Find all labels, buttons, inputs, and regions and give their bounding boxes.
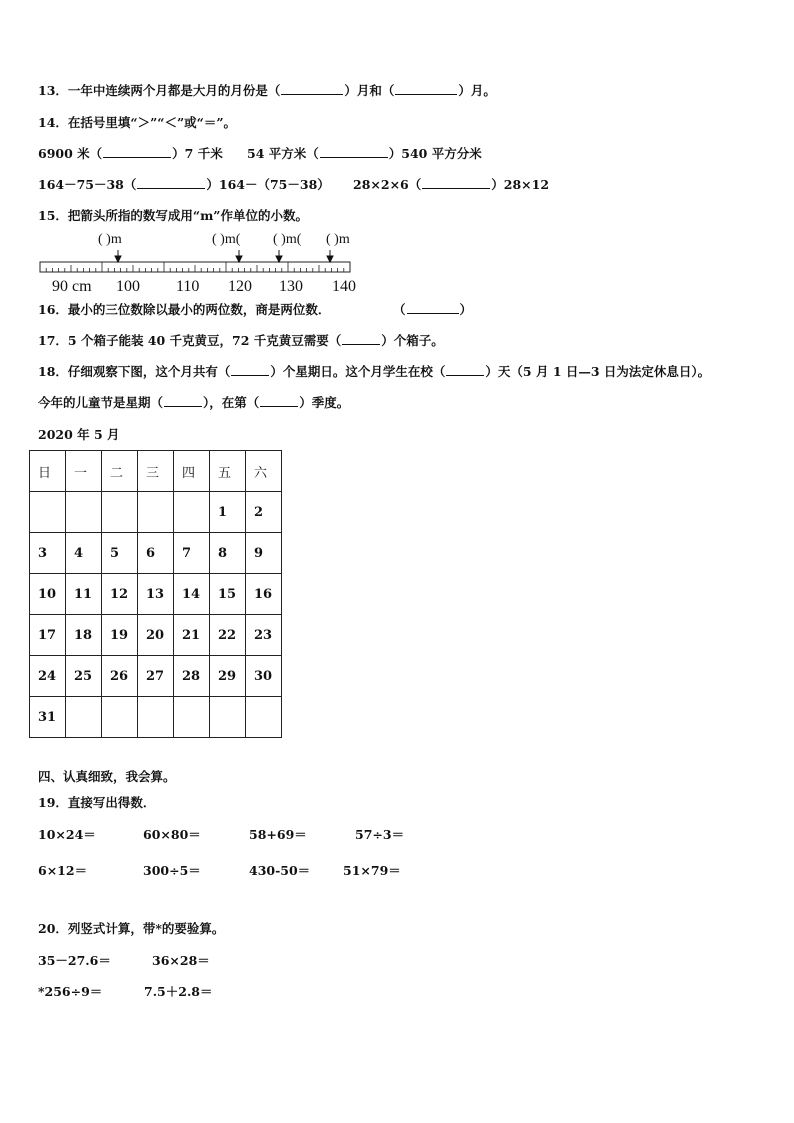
ruler-blank-3[interactable]: ( )m( xyxy=(273,232,302,247)
q16-paren-close: ） xyxy=(459,302,473,317)
q18-blank-school-days[interactable] xyxy=(446,364,484,376)
calendar-day-cell: 25 xyxy=(66,656,102,697)
calendar-day-cell xyxy=(102,697,138,738)
q16-text: 16．最小的三位数除以最小的两位数，商是两位数． xyxy=(38,302,331,317)
q13-text-b: ）月和（ xyxy=(344,83,395,98)
ruler-tick-label-90: 90 cm xyxy=(52,278,92,295)
arrow-down-icon xyxy=(327,256,333,262)
calendar-header-row xyxy=(30,451,282,492)
question-20-title: 20．列竖式计算，带*的要验算。 xyxy=(38,921,225,936)
calendar-day-cell: 16 xyxy=(246,574,282,615)
q14-r1-b2: ）540 平方分米 xyxy=(388,146,482,161)
q14-r1-a1: 6900 米（ xyxy=(38,146,103,161)
calendar-day-cell: 26 xyxy=(102,656,138,697)
calendar-week-row xyxy=(30,697,282,738)
calendar-day-cell: 11 xyxy=(66,574,102,615)
q14-r1-blank-b[interactable] xyxy=(320,146,388,158)
question-15-title: 15．把箭头所指的数写成用“m”作单位的小数。 xyxy=(38,208,309,223)
calendar-day-cell: 9 xyxy=(246,533,282,574)
calendar-day-cell xyxy=(246,697,282,738)
q18-l2-b: ），在第（ xyxy=(203,395,260,410)
calendar-day-cell: 21 xyxy=(174,615,210,656)
ruler-tick-label-120: 120 xyxy=(228,278,252,295)
question-18-line-2 xyxy=(38,395,349,411)
q18-l2-a: 今年的儿童节是星期（ xyxy=(38,395,164,410)
question-19-title: 19．直接写出得数． xyxy=(38,795,156,810)
q19-item: 60×80＝ xyxy=(143,827,201,842)
calendar-day-cell: 31 xyxy=(30,697,66,738)
q18-blank-weekday[interactable] xyxy=(164,395,202,407)
calendar-day-cell: 24 xyxy=(30,656,66,697)
ruler-blank-1[interactable]: ( )m xyxy=(98,232,122,247)
calendar-day-cell: 13 xyxy=(138,574,174,615)
calendar-table xyxy=(29,450,282,738)
arrow-down-icon xyxy=(276,256,282,262)
arrow-down-icon xyxy=(236,256,242,262)
q19-item: 430-50＝ xyxy=(249,863,311,878)
calendar-header-cell: 六 xyxy=(246,451,282,492)
q14-r1-blank-a[interactable] xyxy=(103,146,171,158)
q16-paren-open: （ xyxy=(393,302,406,317)
calendar-header-cell: 一 xyxy=(66,451,102,492)
question-16 xyxy=(38,302,498,318)
q18-l1-a: 18．仔细观察下图，这个月共有（ xyxy=(38,364,231,379)
q20-item: 7.5＋2.8＝ xyxy=(144,984,213,999)
calendar-day-cell: 15 xyxy=(210,574,246,615)
calendar-week-row xyxy=(30,492,282,533)
ruler-tick-label-110: 110 xyxy=(176,278,200,295)
q20-item: 35－27.6＝ xyxy=(38,953,111,968)
q19-item: 51×79＝ xyxy=(343,863,401,878)
q14-r1-b1: 54 平方米（ xyxy=(247,146,319,161)
q14-r1-a2: ）7 千米 xyxy=(172,146,223,161)
ruler-tick-label-130: 130 xyxy=(279,278,303,295)
calendar-day-cell xyxy=(138,492,174,533)
ruler-tick-label-100: 100 xyxy=(116,278,140,295)
q20-item: 36×28＝ xyxy=(152,953,210,968)
question-14-title: 14．在括号里填“＞”“＜”或“＝”。 xyxy=(38,115,237,130)
calendar-header-cell: 三 xyxy=(138,451,174,492)
section-4-title: 四、认真细致，我会算。 xyxy=(38,769,176,784)
calendar-day-cell: 12 xyxy=(102,574,138,615)
q18-blank-quarter[interactable] xyxy=(260,395,298,407)
calendar-day-cell: 29 xyxy=(210,656,246,697)
q17-text-a: 17．5 个箱子能装 40 千克黄豆，72 千克黄豆需要（ xyxy=(38,333,342,348)
arrow-down-icon xyxy=(115,256,121,262)
q18-l1-b: ）个星期日。这个月学生在校（ xyxy=(270,364,446,379)
calendar-day-cell: 7 xyxy=(174,533,210,574)
q19-item: 6×12＝ xyxy=(38,863,88,878)
q19-item: 58+69＝ xyxy=(249,827,307,842)
q14-r2-blank-b[interactable] xyxy=(422,177,490,189)
calendar-day-cell: 5 xyxy=(102,533,138,574)
q14-r2-b1: 28×2×6（ xyxy=(353,177,422,192)
calendar-day-cell: 14 xyxy=(174,574,210,615)
q14-r2-a2: ）164－（75－38） xyxy=(206,177,330,192)
q13-blank-1[interactable] xyxy=(281,83,343,95)
calendar-day-cell: 17 xyxy=(30,615,66,656)
ruler-tick-label-140: 140 xyxy=(332,278,356,295)
calendar-day-cell: 28 xyxy=(174,656,210,697)
calendar-day-cell xyxy=(66,492,102,533)
calendar-day-cell xyxy=(174,492,210,533)
question-17 xyxy=(38,333,444,349)
q14-r2-a1: 164－75－38（ xyxy=(38,177,137,192)
question-18-line-1 xyxy=(38,364,710,380)
calendar-week-row xyxy=(30,615,282,656)
q18-l2-c: ）季度。 xyxy=(299,395,350,410)
q14-r2-blank-a[interactable] xyxy=(137,177,205,189)
calendar-caption: 2020 年 5 月 xyxy=(38,427,120,442)
calendar-day-cell xyxy=(174,697,210,738)
measuring-ruler xyxy=(36,226,366,298)
calendar-day-cell: 18 xyxy=(66,615,102,656)
q19-item: 57÷3＝ xyxy=(355,827,405,842)
calendar-day-cell: 10 xyxy=(30,574,66,615)
calendar-header-cell: 四 xyxy=(174,451,210,492)
q20-item: *256÷9＝ xyxy=(38,984,103,999)
calendar-day-cell: 19 xyxy=(102,615,138,656)
calendar-day-cell xyxy=(138,697,174,738)
question-13 xyxy=(38,83,496,99)
calendar-day-cell: 23 xyxy=(246,615,282,656)
q18-l1-c: ）天（5 月 1 日—3 日为法定休息日）。 xyxy=(485,364,711,379)
calendar-day-cell: 1 xyxy=(210,492,246,533)
q19-item: 300÷5＝ xyxy=(143,863,201,878)
calendar-day-cell xyxy=(210,697,246,738)
calendar-header-cell: 日 xyxy=(30,451,66,492)
calendar-day-cell: 27 xyxy=(138,656,174,697)
calendar-week-row xyxy=(30,656,282,697)
calendar-day-cell: 30 xyxy=(246,656,282,697)
calendar-day-cell: 3 xyxy=(30,533,66,574)
calendar-header-cell: 五 xyxy=(210,451,246,492)
calendar-day-cell: 8 xyxy=(210,533,246,574)
calendar-week-row xyxy=(30,574,282,615)
ruler-blank-4[interactable]: ( )m xyxy=(326,232,350,247)
calendar-day-cell xyxy=(30,492,66,533)
calendar-day-cell: 4 xyxy=(66,533,102,574)
q19-item: 10×24＝ xyxy=(38,827,96,842)
calendar-week-row xyxy=(30,533,282,574)
calendar-header-cell: 二 xyxy=(102,451,138,492)
q13-text-a: 13．一年中连续两个月都是大月的月份是（ xyxy=(38,83,281,98)
q17-text-b: ）个箱子。 xyxy=(381,333,444,348)
q14-r2-b2: ）28×12 xyxy=(491,177,550,192)
q17-blank[interactable] xyxy=(342,333,380,345)
calendar-day-cell: 2 xyxy=(246,492,282,533)
calendar-day-cell: 6 xyxy=(138,533,174,574)
calendar-day-cell xyxy=(102,492,138,533)
q18-blank-sundays[interactable] xyxy=(231,364,269,376)
calendar-day-cell: 20 xyxy=(138,615,174,656)
q13-text-c: ）月。 xyxy=(458,83,496,98)
q13-blank-2[interactable] xyxy=(395,83,457,95)
calendar-day-cell: 22 xyxy=(210,615,246,656)
calendar-day-cell xyxy=(66,697,102,738)
q16-blank[interactable] xyxy=(407,302,459,314)
ruler-blank-2[interactable]: ( )m( xyxy=(212,232,241,247)
